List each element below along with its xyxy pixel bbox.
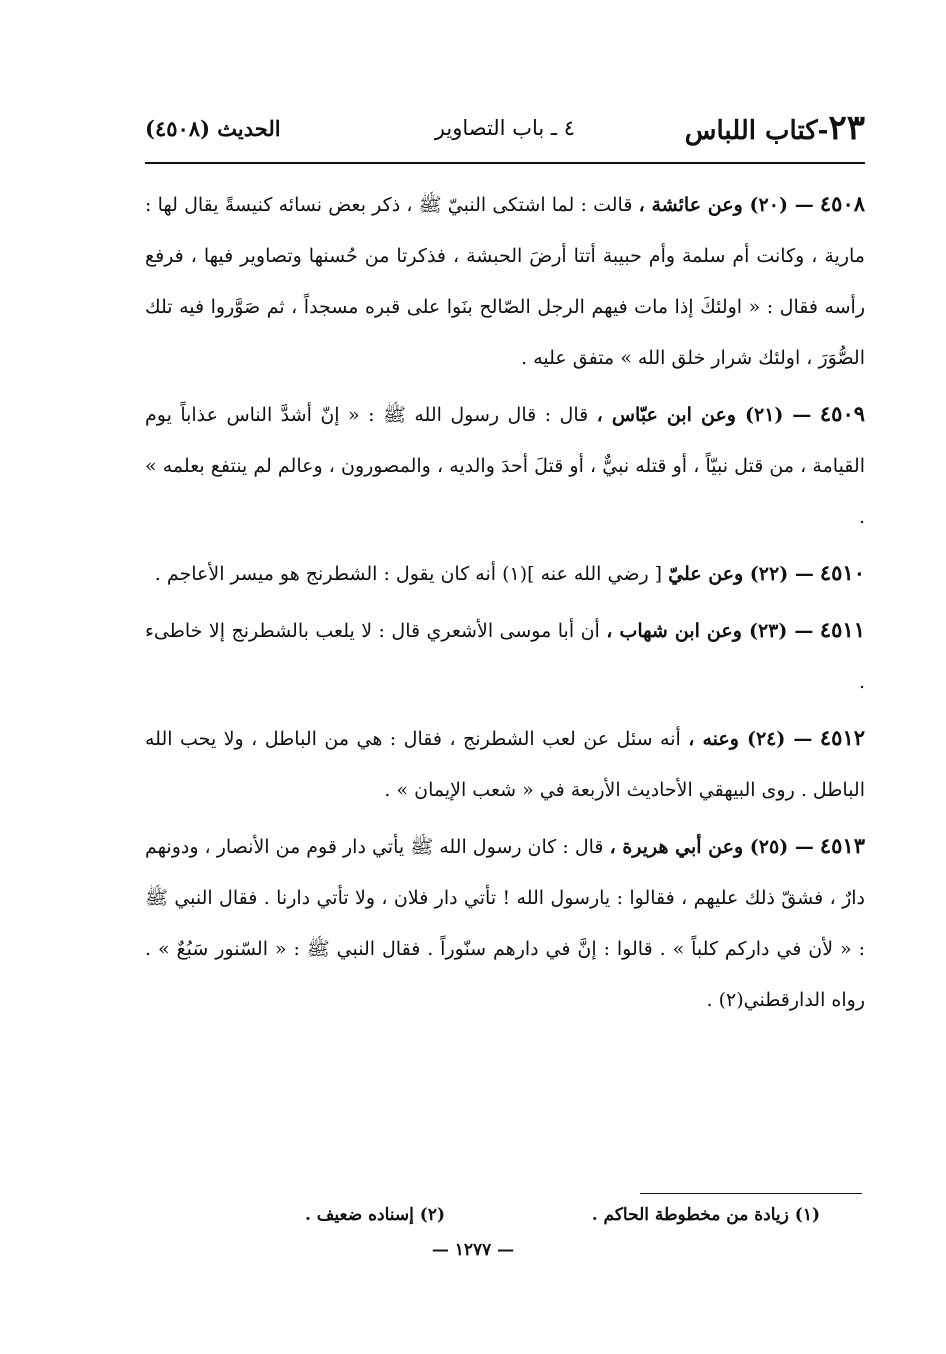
hadith-entry (145, 547, 865, 600)
footnote-1: (١) زيادة من مخطوطة الحاكم . (591, 1205, 820, 1225)
hadith-reference: الحديث (٤٥٠٨) (145, 116, 281, 141)
hadith-narrator: — (٢٥) وعن أبي هريرة ، (609, 836, 814, 858)
hadith-text: أنه سئل عن لعب الشطرنج ، فقال : هي من الباطل ، ولا يحب الله الباطل . روى البيهقي الأحاديث الأربعة في « شعب الإيمان » . (145, 728, 865, 801)
page-number: — ١٢٧٧ — (431, 1240, 515, 1260)
footnote-divider (640, 1193, 862, 1194)
hadith-entry (145, 712, 865, 816)
hadith-entry (145, 178, 865, 384)
header-divider (145, 162, 865, 164)
book-title (685, 108, 865, 148)
running-header (145, 108, 865, 158)
hadith-narrator: — (٢٣) وعن ابن شهاب ، (606, 620, 814, 642)
hadith-entry (145, 820, 865, 1026)
hadith-narrator: — (٢١) وعن ابن عبّاس ، (596, 404, 812, 426)
hadith-entry (145, 388, 865, 543)
hadith-text: أن أبا موسى الأشعري قال : لا يلعب بالشطرنج إلا خاطىء . (145, 620, 865, 693)
hadith-number: ٤٥١٠ (819, 560, 865, 585)
chapter-title: ٤ ـ باب التصاوير (434, 116, 575, 140)
footnotes (145, 1205, 865, 1239)
hadith-narrator: — (٢٠) وعن عائشة ، (638, 194, 814, 216)
hadith-text: [ رضي الله عنه ](١) أنه كان يقول : الشطرنج هو ميسر الأعاجم . (154, 563, 663, 585)
hadith-narrator: — (٢٤) وعنه ، (688, 728, 813, 750)
hadith-number: ٤٥١٢ (819, 725, 866, 750)
hadith-number: ٤٥١٣ (819, 833, 865, 858)
book-number: ٢٣ (828, 108, 865, 148)
hadith-text: قال : قال رسول الله ﷺ : « إنّ أشدَّ الناس عذاباً يوم القيامة ، من قتل نبيّاً ، أو قتله نبيٌّ ، أو قتلَ أحدَ والديه ، والمصورون ، وعالم لم ينتفع بعلمه » . (145, 404, 865, 528)
hadith-number: ٤٥٠٩ (819, 401, 866, 426)
hadith-entry (145, 604, 865, 708)
hadith-text: قالت : لما اشتكى النبيّ ﷺ ، ذكر بعض نسائه كنيسةً يقال لها : مارية ، وكانت أم سلمة وأم حبيبة أتتا أرضَ الحبشة ، فذكرتا من حُسنها وتصاوير فيها ، فرفع رأسه فقال : « اولئكَ إذا مات فيهم الرجل الصّالح بنَوا على قبره مسجداً ، ثم صَوَّروا فيه تلك الصُّوَرَ ، اولئك شرار خلق الله » متفق عليه . (145, 194, 865, 369)
hadith-number: ٤٥٠٨ (819, 191, 866, 216)
footnote-2: (٢) إسناده ضعيف . (304, 1205, 445, 1225)
hadith-narrator: — (٢٢) وعن عليّ (668, 563, 814, 585)
book-title-text: -كتاب اللباس (684, 116, 829, 146)
main-text (145, 178, 865, 1030)
hadith-number: ٤٥١١ (819, 617, 865, 642)
hadith-text: قال : كان رسول الله ﷺ يأتي دار قوم من الأنصار ، ودونهم دارٌ ، فشقّ ذلك عليهم ، فقالوا : يارسول الله ! تأتي دار فلان ، ولا تأتي دارنا . فقال النبي ﷺ : « لأن في داركم كلباً » . قالوا : إنَّ في دارهم سنّوراً . فقال النبي ﷺ : « السّنور سَبُعٌ » . رواه الدارقطني(٢) . (145, 836, 865, 1011)
